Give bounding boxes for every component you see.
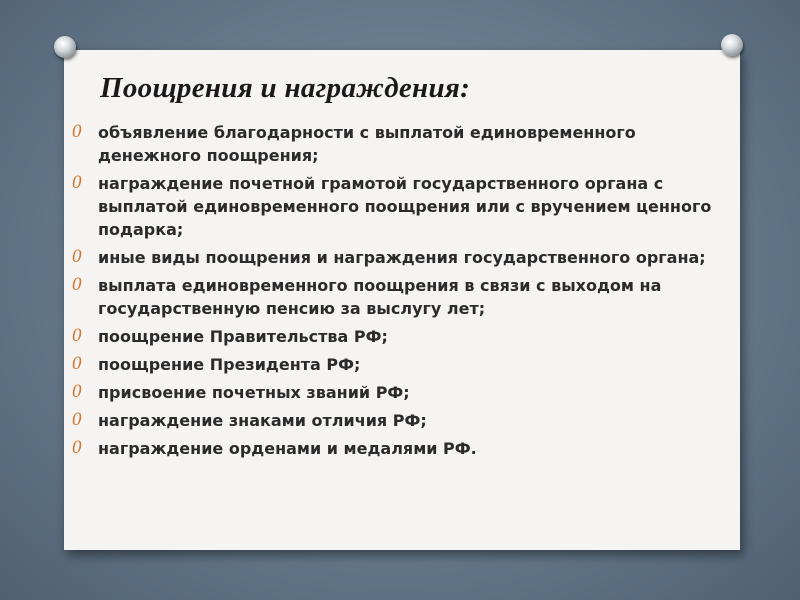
- list-item-text: награждение почетной грамотой государственного органа с выплатой единовременного поощрения или с вручением ценного подарка;: [98, 174, 712, 239]
- list-item: [68, 121, 738, 167]
- list-item-text: присвоение почетных званий РФ;: [98, 383, 410, 402]
- list-item-text: объявление благодарности с выплатой единовременного денежного поощрения;: [98, 123, 636, 165]
- bullet-icon: 0: [72, 246, 82, 267]
- bullet-icon: 0: [72, 121, 82, 142]
- list-item-text: выплата единовременного поощрения в связи с выходом на государственную пенсию за выслугу лет;: [98, 276, 662, 318]
- bullet-icon: 0: [72, 437, 82, 458]
- list-item-text: награждение знаками отличия РФ;: [98, 411, 427, 430]
- pushpin-right-icon: [721, 34, 743, 56]
- list-item: [68, 381, 738, 404]
- bullet-list: [68, 121, 738, 465]
- list-item: [68, 172, 738, 241]
- list-item: [68, 325, 738, 348]
- bullet-icon: 0: [72, 325, 82, 346]
- bullet-icon: 0: [72, 381, 82, 402]
- list-item: [68, 409, 738, 432]
- list-item-text: поощрение Правительства РФ;: [98, 327, 388, 346]
- pushpin-left-icon: [54, 36, 76, 58]
- list-item: [68, 437, 738, 460]
- bullet-icon: 0: [72, 172, 82, 193]
- bullet-icon: 0: [72, 353, 82, 374]
- list-item-text: поощрение Президента РФ;: [98, 355, 361, 374]
- list-item-text: награждение орденами и медалями РФ.: [98, 439, 477, 458]
- list-item: [68, 274, 738, 320]
- bullet-icon: 0: [72, 274, 82, 295]
- list-item: [68, 353, 738, 376]
- list-item-text: иные виды поощрения и награждения государственного органа;: [98, 248, 706, 267]
- bullet-icon: 0: [72, 409, 82, 430]
- list-item: [68, 246, 738, 269]
- slide-title: Поощрения и награждения:: [100, 72, 471, 104]
